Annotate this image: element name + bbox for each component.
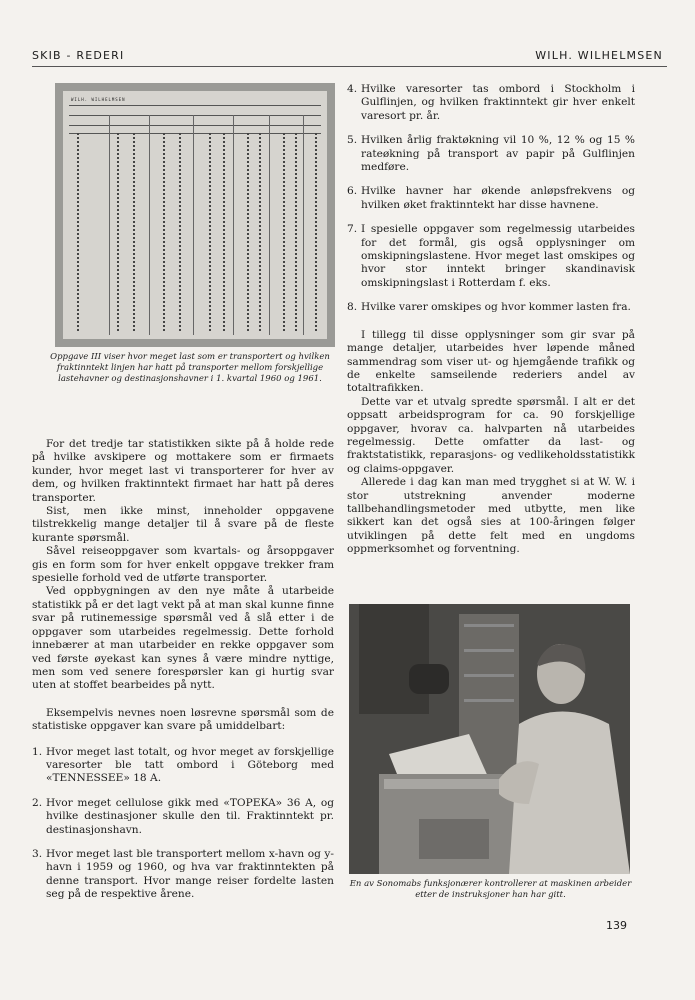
list-item	[347, 134, 635, 174]
figure-caption-sheet: Oppgave III viser hvor meget last som er transportert og hvilken fraktinntekt linjen har hatt på transporter mellom forskjellige lastehavner og destinasjonshavner i 1. kvartal 1960 og 1961.	[50, 352, 330, 385]
list-item	[347, 223, 635, 290]
list-text: Hvilke varer omskipes og hvor kommer lasten fra.	[361, 301, 631, 314]
paragraph: I tillegg til disse opplysninger som gir svar på mange detaljer, utarbeides hver løpende måned sammendrag som viser ut- og hjemgående trafikk og de enkelte samseilende rederiers andel av totaltrafikken.	[347, 328, 635, 395]
list-item	[32, 797, 334, 837]
sheet-header-text: WILH. WILHELMSEN	[71, 97, 126, 102]
list-number: 6.	[347, 185, 358, 198]
right-column	[347, 83, 635, 557]
list-number: 1.	[32, 745, 43, 758]
list-item	[32, 848, 334, 902]
list-text: Hvor meget last totalt, og hvor meget av forskjellige varesorter ble tatt ombord i Göteborg med «TENNESSEE» 18 A.	[46, 745, 334, 785]
list-number: 7.	[347, 223, 358, 236]
list-text: Hvilke havner har økende anløpsfrekvens og hvilken øket fraktinntekt har disse havnene.	[361, 185, 635, 211]
question-list-left	[32, 746, 334, 902]
paragraph: For det tredje tar statistikken sikte på å holde rede på hvilke avskipere og mottakere som er firmaets kunder, hvor meget last vi transporterer for hver av dem, og hvilken fraktinntekt firmaet har hatt på deres transporter.	[32, 438, 334, 504]
operator-machine-illustration	[349, 604, 630, 874]
list-text: Hvor meget cellulose gikk med «TOPEKA» 36 A, og hvilke destinasjoner skulle den til. Fraktinntekt pr. destinasjonshavn.	[46, 796, 334, 836]
list-item	[32, 746, 334, 786]
list-text: Hvilken årlig fraktøkning vil 10 %, 12 % og 15 % rateøkning på transport av papir på Gulflinjen medføre.	[361, 134, 635, 174]
paragraph: Ved oppbygningen av den nye måte å utarbeide statistikk på er det lagt vekt på at man skal kunne finne svar på rutinemessige spørsmål ved å slå etter i de oppgaver som utarbeides regelmessig. Dette forhold innebærer at man utarbeider en rekke oppgaver som ved første øyekast kan synes å være mindre nyttige, men som ved senere forespørsler kan gi hurtig svar uten at stoffet bearbeides på nytt.	[32, 585, 334, 692]
paragraph: Sist, men ikke minst, inneholder oppgavene tilstrekkelig mange detaljer til å svare på de fleste kurante spørsmål.	[32, 505, 334, 544]
list-text: Hvilke varesorter tas ombord i Stockholm i Gulflinjen, og hvilken fraktinntekt gir hver enkelt varesort pr. år.	[361, 83, 635, 122]
list-number: 2.	[32, 796, 43, 809]
list-number: 4.	[347, 83, 358, 95]
list-item	[347, 83, 635, 123]
list-number: 5.	[347, 134, 358, 147]
running-header-left: SKIB - REDERI	[32, 49, 125, 62]
operator-machine-photo	[349, 604, 630, 874]
list-text: Hvor meget last ble transportert mellom x-havn og y-havn i 1959 og 1960, og hva var fraktinntekten på denne transport. Hvor mange reiser fordelte lasten seg på de respektive årene.	[46, 847, 334, 901]
list-item	[347, 185, 635, 212]
statistics-sheet-photo	[55, 83, 335, 347]
list-number: 3.	[32, 847, 43, 860]
list-number: 8.	[347, 301, 358, 314]
paragraph: Såvel reiseoppgaver som kvartals- og årsoppgaver gis en form som for hver enkelt oppgave trekker fram spesielle forhold ved de utførte transporter.	[32, 545, 334, 585]
figure-caption-operator: En av Sonomabs funksjonærer kontrollerer at maskinen arbeider etter de instruksjoner han har gitt.	[349, 879, 632, 901]
running-header-right: WILH. WILHELMSEN	[535, 49, 663, 62]
statistics-sheet	[63, 91, 327, 339]
page-number: 139	[606, 919, 627, 932]
header-rule	[32, 66, 667, 67]
paragraph: Eksempelvis nevnes noen løsrevne spørsmål som de statistiske oppgaver kan svare på umiddelbart:	[32, 706, 334, 733]
list-text: I spesielle oppgaver som regelmessig utarbeides for det formål, gis også opplysninger om omskipningslastene. Hvor meget last omskipes og hvor stor inntekt bringer skandinavisk omskipningslast i Rotterdam f. eks.	[361, 223, 635, 289]
left-column	[32, 438, 334, 902]
list-item	[347, 301, 635, 314]
paragraph: Allerede i dag kan man med trygghet si at W. W. i stor utstrekning anvender moderne tallbehandlingsmetoder med utbytte, men like sikkert kan det også sies at 100-åringen følger utviklingen på dette felt med en ungdoms oppmerksomhet og forventning.	[347, 476, 635, 556]
paragraph: Dette var et utvalg spredte spørsmål. I alt er det oppsatt arbeidsprogram for ca. 90 forskjellige oppgaver, hvorav ca. halvparten nå utarbeides regelmessig. Dette omfatter da last- og fraktstatistikk, reparasjons- og vedlikeholdsstatistikk og claims-oppgaver.	[347, 395, 635, 475]
